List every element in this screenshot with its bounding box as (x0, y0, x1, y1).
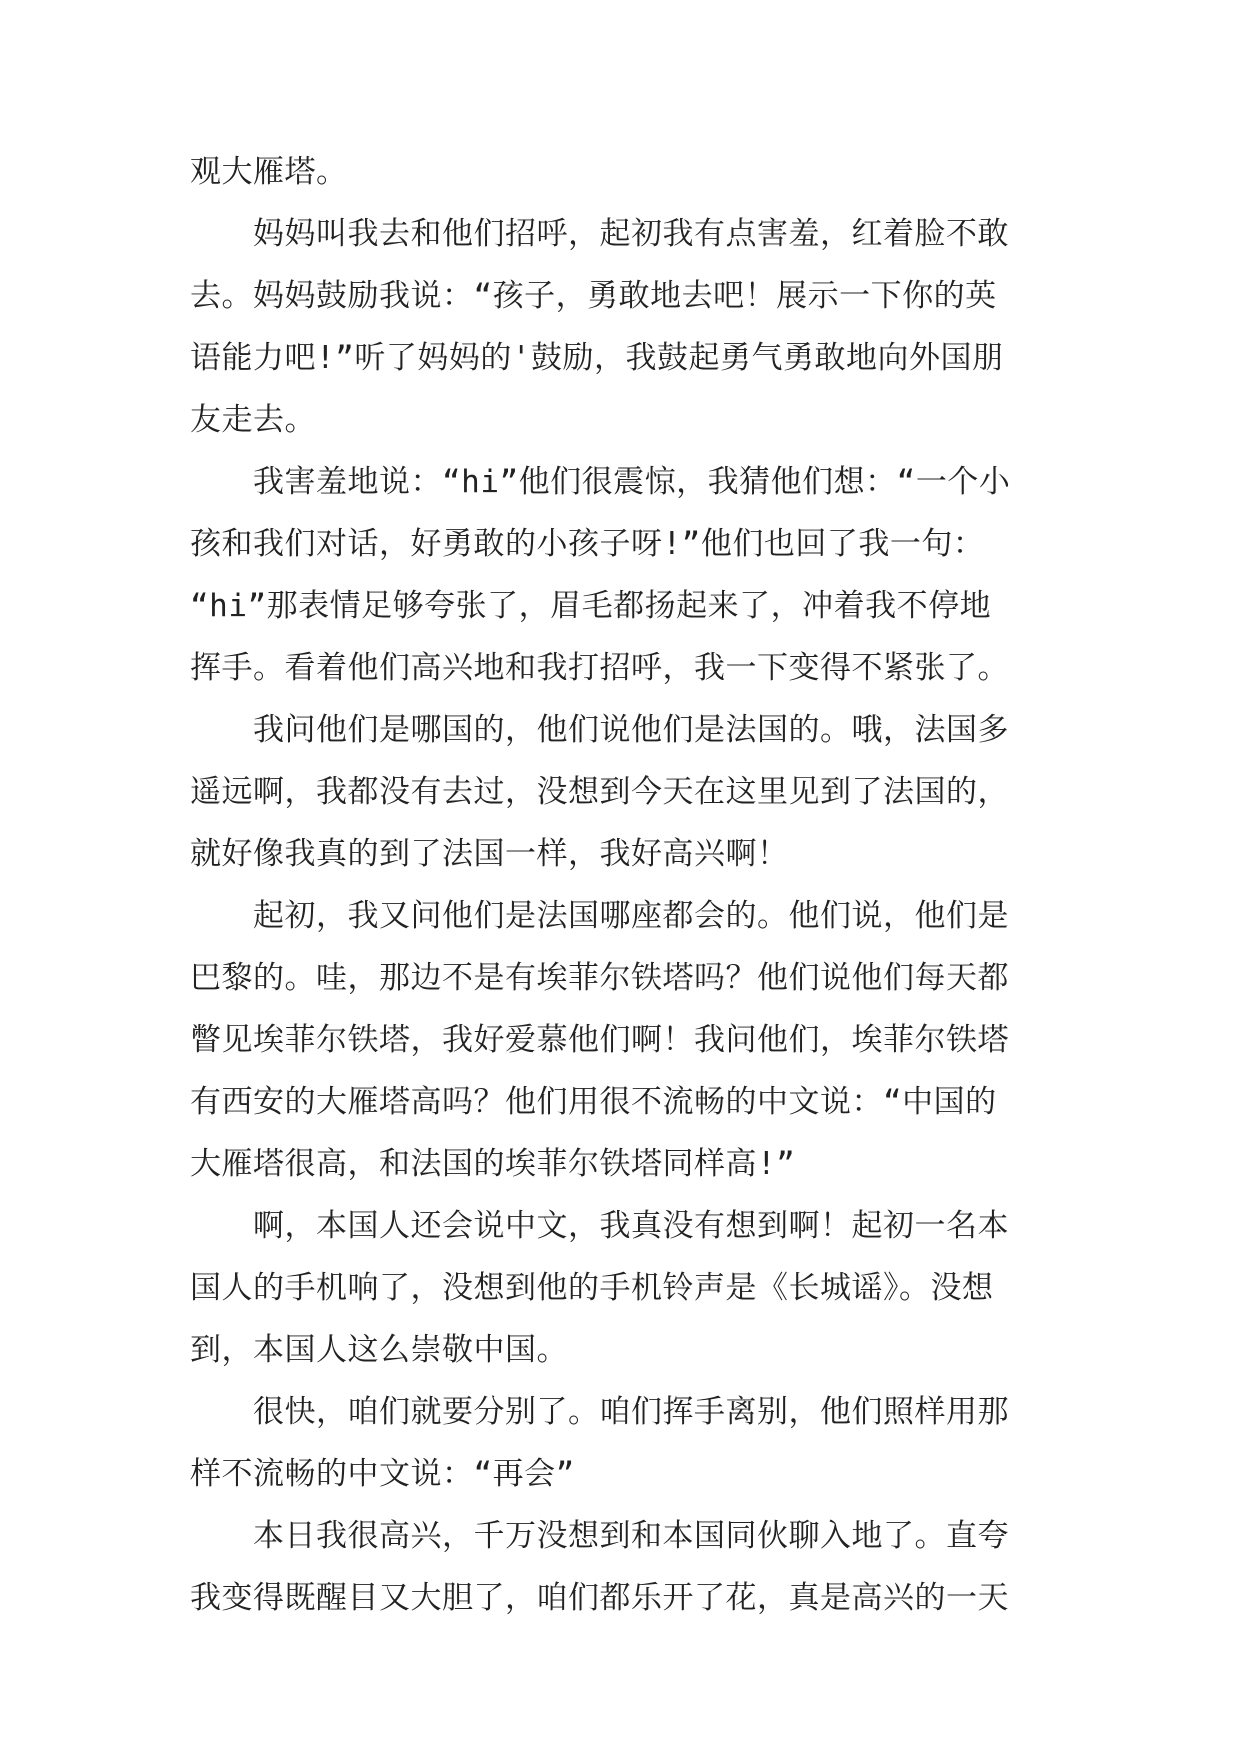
text-line: 瞥见埃菲尔铁塔，我好爱慕他们啊！我问他们，埃菲尔铁塔 (190, 1022, 1009, 1058)
text-line: 我变得既醒目又大胆了，咱们都乐开了花，真是高兴的一天 (190, 1580, 1009, 1616)
text-line: 我问他们是哪国的，他们说他们是法国的。哦，法国多 (190, 712, 1009, 748)
text-line: 到，本国人这么崇敬中国。 (190, 1332, 568, 1368)
text-line: 妈妈叫我去和他们招呼，起初我有点害羞，红着脸不敢 (190, 216, 1009, 252)
text-line: 巴黎的。哇，那边不是有埃菲尔铁塔吗？他们说他们每天都 (190, 960, 1009, 996)
text-line: 挥手。看着他们高兴地和我打招呼，我一下变得不紧张了。 (190, 650, 1009, 686)
text-line: 友走去。 (190, 402, 316, 438)
text-line: 本日我很高兴，千万没想到和本国同伙聊入地了。直夸 (190, 1518, 1009, 1554)
text-line: 孩和我们对话，好勇敢的小孩子呀!”他们也回了我一句： (190, 526, 985, 562)
text-line: 就好像我真的到了法国一样，我好高兴啊！ (190, 836, 789, 872)
text-line: 语能力吧!”听了妈妈的'鼓励，我鼓起勇气勇敢地向外国朋 (190, 340, 1004, 376)
text-line: 去。妈妈鼓励我说：“孩子，勇敢地去吧！展示一下你的英 (190, 278, 997, 314)
text-line: 大雁塔很高，和法国的埃菲尔铁塔同样高!” (190, 1146, 796, 1182)
text-line: 啊，本国人还会说中文，我真没有想到啊！起初一名本 (190, 1208, 1009, 1244)
text-line: 国人的手机响了，没想到他的手机铃声是《长城谣》。没想 (190, 1270, 994, 1306)
text-line: 很快，咱们就要分别了。咱们挥手离别，他们照样用那 (190, 1394, 1009, 1430)
text-line: 观大雁塔。 (190, 154, 348, 190)
text-line: “hi”那表情足够夸张了，眉毛都扬起来了，冲着我不停地 (190, 588, 992, 624)
text-line: 样不流畅的中文说：“再会” (190, 1456, 575, 1492)
text-line: 遥远啊，我都没有去过，没想到今天在这里见到了法国的， (190, 774, 1009, 810)
text-line: 有西安的大雁塔高吗？他们用很不流畅的中文说：“中国的 (190, 1084, 997, 1120)
text-line: 起初，我又问他们是法国哪座都会的。他们说，他们是 (190, 898, 1009, 934)
text-line: 我害羞地说：“hi”他们很震惊，我猜他们想：“一个小 (190, 464, 1011, 500)
